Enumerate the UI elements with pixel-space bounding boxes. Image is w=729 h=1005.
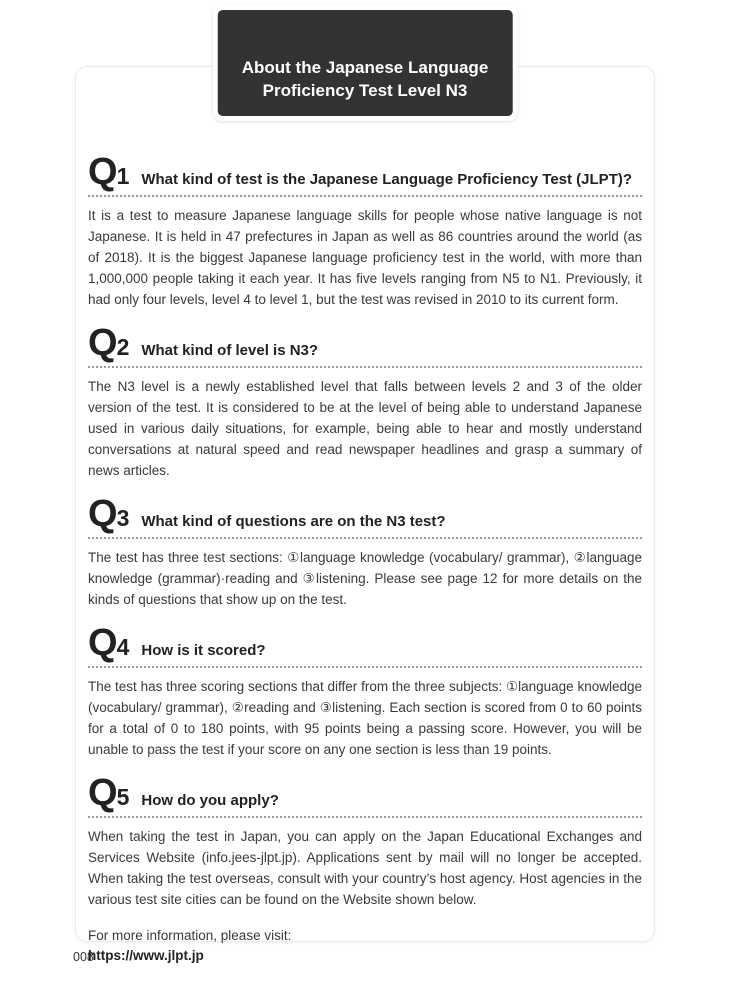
question-title: What kind of questions are on the N3 test?: [141, 513, 446, 530]
qa-section-2: [88, 324, 642, 481]
question-label: Q: [88, 772, 117, 814]
answer-text: The N3 level is a newly established level that falls between levels 2 and 3 of the older version of the test. It is considered to be at the level of being able to understand Japanese used in various daily situations, for example, being able to hear and mostly understand conversations at natural speed and read newspaper headlines and grasp a summary of news articles.: [88, 379, 642, 478]
question-label: Q: [88, 151, 117, 193]
qa-section-3: [88, 495, 642, 610]
dotted-divider: [88, 537, 642, 539]
qa-section-1: [88, 153, 642, 310]
badge-title-line2: Proficiency Test Level N3: [262, 81, 468, 100]
qa-section-5: [88, 774, 642, 910]
question-heading: [88, 324, 642, 362]
question-number: 1: [116, 163, 130, 189]
question-title: What kind of test is the Japanese Language Proficiency Test (JLPT)?: [141, 171, 633, 188]
question-number: 2: [116, 334, 130, 360]
question-heading: [88, 495, 642, 533]
more-info-label: For more information, please visit:: [88, 928, 292, 943]
dotted-divider: [88, 195, 642, 197]
badge-title-line1: About the Japanese Language: [241, 58, 489, 77]
question-heading: [88, 774, 642, 812]
dotted-divider: [88, 366, 642, 368]
question-label: Q: [88, 493, 117, 535]
answer-text: It is a test to measure Japanese language skills for people whose native language is not Japanese. It is held in 47 prefectures in Japan as well as 86 countries around the world (as of 2018). It is the biggest Japanese language proficiency test in the world, with more than 1,000,000 people taking it each year. It has five levels ranging from N5 to N1. Previously, it had only four levels, level 4 to level 1, but the test was revised in 2010 to its current form.: [88, 208, 642, 307]
answer-text: When taking the test in Japan, you can apply on the Japan Educational Exchanges and Services Website (info.jees-jlpt.jp). Applications sent by mail will no longer be accepted. When taking the test overseas, consult with your country’s host agency. Host agencies in the various test site cities can be found on the Website shown below.: [88, 829, 642, 907]
dotted-divider: [88, 666, 642, 668]
question-label: Q: [88, 322, 117, 364]
question-title: What kind of level is N3?: [141, 342, 319, 359]
answer-text: The test has three test sections: ①language knowledge (vocabulary/ grammar), ②language knowledge (grammar)·reading and ③listening. Please see page 12 for more details on the kinds of questions that show up on the test.: [88, 550, 642, 607]
dotted-divider: [88, 816, 642, 818]
jlpt-url: https://www.jlpt.jp: [88, 948, 204, 963]
question-number: 3: [116, 505, 130, 531]
question-heading: [88, 153, 642, 191]
page-number: 008: [73, 950, 94, 964]
title-badge: [213, 5, 518, 121]
question-title: How is it scored?: [141, 642, 266, 659]
more-info-block: [88, 926, 642, 966]
answer-text: The test has three scoring sections that differ from the three subjects: ①language knowledge (vocabulary/ grammar), ②reading and ③listening. Each section is scored from 0 to 60 points for a total of 0 to 180 points, with 95 points being a passing score. However, you will be unable to pass the test if your score on any one section is less than 19 points.: [88, 679, 642, 757]
qa-section-4: [88, 624, 642, 760]
question-number: 5: [116, 784, 130, 810]
question-label: Q: [88, 622, 117, 664]
question-number: 4: [116, 634, 130, 660]
question-heading: [88, 624, 642, 662]
question-title: How do you apply?: [141, 792, 279, 809]
